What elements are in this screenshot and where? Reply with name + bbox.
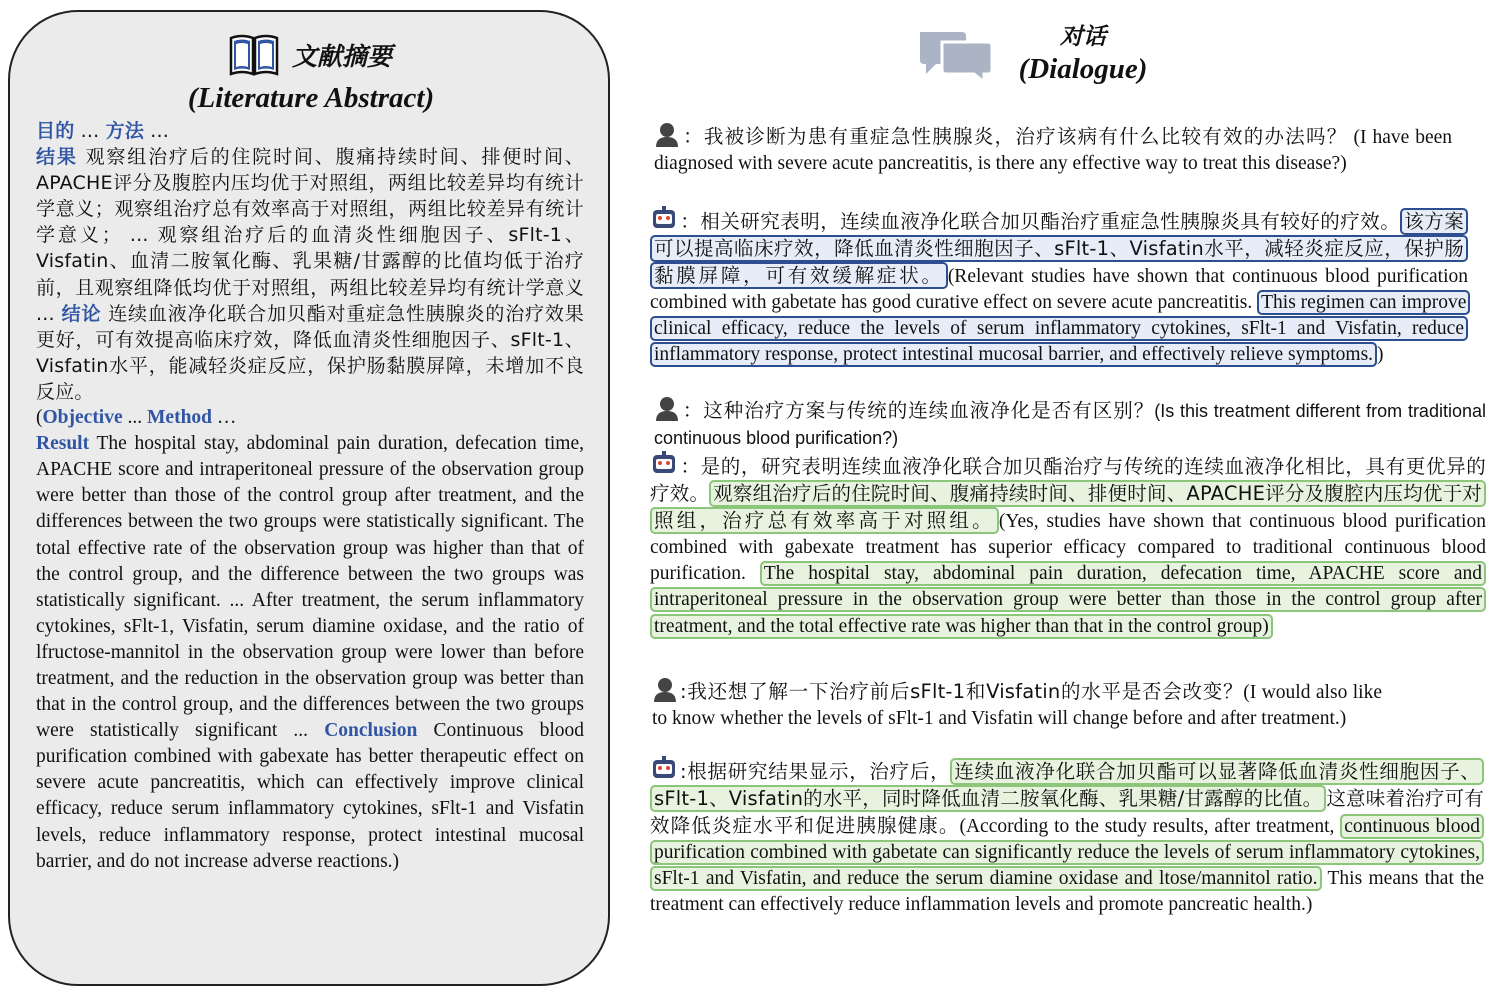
- result-text-en: The hospital stay, abdominal pain duration, defecation time, APACHE score and intraperitoneal pressure of the observation group were better than those of the control group after treatment, and the differences between the two groups were statistically significant. The total effective rate of the observation group was higher than that of the control group, and the difference between the two groups was statistically significant. ... After treatment, the serum inflammatory cytokines, sFlt-1, Visfatin, serum diamine oxidase, and the ratio of lfructose-mannitol in the observation group were lower than before treatment, and the reduction in the observation group was better than that in the control group, and the differences between the two groups were statistically significant ...: [36, 433, 584, 742]
- conclusion-label-en: Conclusion: [324, 720, 418, 742]
- abstract-title-en: (Literature Abstract): [187, 82, 435, 114]
- dialogue-title: [1008, 18, 1158, 86]
- result-label-cn: 结果: [36, 146, 78, 169]
- conclusion-text-cn: 连续血液净化联合加贝酯对重症急性胰腺炎的治疗效果更好，可有效提高临床疗效，降低血清炎性细胞因子、sFlt-1、Visfatin水平，能减轻炎症反应，保护肠黏膜屏障，未增加不良反应。: [36, 302, 584, 403]
- abstract-title-cn: 文献摘要: [292, 42, 393, 71]
- q3-en: (I would also like to know whether the levels of sFlt-1 and Visfatin will change before and after treatment.): [652, 682, 1382, 730]
- abstract-en: [36, 431, 584, 875]
- objective-label-cn: 目的: [36, 120, 75, 142]
- dialogue-turn-user-3: [652, 676, 1382, 732]
- dialogue-turn-user-1: [654, 121, 1452, 177]
- a3-cn: :根据研究结果显示，治疗后，: [680, 760, 951, 783]
- result-label-en: Result: [36, 433, 90, 455]
- dialogue-title-cn: 对话: [1060, 24, 1106, 50]
- a1-cn-highlight: 该方案可以提高临床疗效，降低血清炎性细胞因子、sFlt-1、Visfatin水平，减轻炎症反应，保护肠黏膜屏障，可有效缓解症状。: [650, 208, 1468, 289]
- paren-open: (: [36, 407, 43, 429]
- dialogue-title-en: (Dialogue): [1018, 53, 1148, 85]
- robot-icon: [650, 206, 678, 232]
- user-icon: [652, 676, 678, 702]
- objective-text-en: ...: [127, 407, 143, 429]
- open-book-icon: [228, 33, 280, 77]
- a3-en-highlight: continuous blood purification combined with gabetate can significantly reduce the levels of serum inflammatory cytokines, sFlt-1 and Visfatin, and reduce the serum diamine oxidase and ltose/mannitol ratio.: [650, 814, 1484, 891]
- abstract-title-row: [228, 32, 392, 78]
- user-icon: [654, 395, 680, 421]
- dialogue-turn-bot-3: [650, 756, 1484, 919]
- a2-en-highlight: The hospital stay, abdominal pain duration, defecation time, APACHE score and intraperitoneal pressure in the observation group were better than those in the control group after treatment, and the total effective rate was higher than that in the control group): [650, 561, 1486, 638]
- a1-cn: ：相关研究表明，连续血液净化联合加贝酯治疗重症急性胰腺炎具有较好的疗效。: [680, 210, 1401, 233]
- a3-cn-highlight: 连续血液净化联合加贝酯可以显著降低血清炎性细胞因子、sFlt-1、Visfatin的水平，同时降低血清二胺氧化酶、乳果糖/甘露醇的比值。: [650, 758, 1484, 812]
- abstract-body: [36, 118, 584, 875]
- a2-cn: ：是的，研究表明连续血液净化联合加贝酯治疗与传统的连续血液净化相比，具有更优异的疗效。: [650, 455, 1486, 506]
- literature-abstract-panel: [8, 10, 610, 986]
- a1-en-highlight: This regimen can improve clinical efficacy, reduce the levels of serum inflammatory cytokines, sFlt-1 and Visfatin, reduce inflammatory response, protect intestinal mucosal barrier, and effectively relieve symptoms.: [650, 290, 1470, 367]
- robot-icon: [650, 451, 678, 477]
- a3-en-2: This means that the treatment can effectively reduce inflammation levels and promote pancreatic health.): [650, 868, 1484, 916]
- chat-bubbles-icon: [916, 28, 996, 82]
- objective-label-en: Objective: [42, 407, 123, 429]
- method-text-cn: ...: [150, 120, 169, 142]
- q1-cn: ：我被诊断为患有重症急性胰腺炎，治疗该病有什么比较有效的办法吗？: [682, 125, 1348, 148]
- abstract-cn: [36, 118, 584, 405]
- abstract-en-head: [36, 405, 584, 431]
- objective-text-cn: ...: [80, 120, 100, 142]
- a3-en: (According to the study results, after treatment,: [959, 816, 1335, 838]
- dialogue-turn-user-2: [654, 395, 1486, 452]
- a1-close: ): [1377, 344, 1384, 366]
- user-icon: [654, 121, 680, 147]
- robot-icon: [650, 756, 678, 782]
- q3-cn: :我还想了解一下治疗前后sFlt-1和Visfatin的水平是否会改变？: [680, 680, 1244, 703]
- method-text-en: …: [216, 407, 237, 429]
- a2-cn-highlight: 观察组治疗后的住院时间、腹痛持续时间、排便时间、APACHE评分及腹腔内压均优于对照组，治疗总有效率高于对照组。: [650, 480, 1486, 534]
- method-label-en: Method: [147, 407, 213, 429]
- q2-cn: ：这种治疗方案与传统的连续血液净化是否有区别？: [682, 399, 1155, 422]
- conclusion-text-en: Continuous blood purification combined with gabexate has better therapeutic effect on severe acute pancreatitis, which can effectively improve clinical efficacy, reduce serum inflammatory cytokines, sFlt-1 and Visfatin levels, reduce inflammatory response, protect intestinal mucosal barrier, and do not increase adverse reactions.): [36, 720, 585, 872]
- result-text-cn: 观察组治疗后的住院时间、腹痛持续时间、排便时间、APACHE评分及腹腔内压均优于对照组，两组比较差异均有统计学意义；观察组治疗总有效率高于对照组，两组比较差异有统计学意义； ... 观察组治疗后的血清炎性细胞因子、sFlt-1、Visfatin、血清二胺氧化酶、乳果糖/甘露醇的比值均低于治疗前，且观察组降低均优于对照组，两组比较差异均有统计学意义 ...: [36, 146, 584, 325]
- a2-en: (Yes, studies have shown that continuous blood purification combined with gabexate treatment has superior efficacy compared to traditional continuous blood purification.: [650, 511, 1486, 585]
- dialogue-turn-bot-1: [650, 206, 1468, 369]
- method-label-cn: 方法: [105, 120, 145, 142]
- dialogue-turn-bot-2: [650, 451, 1486, 640]
- q1-en: (I have been diagnosed with severe acute pancreatitis, is there any effective way to treat this disease?): [654, 127, 1453, 175]
- q2-en: (Is this treatment different from traditional continuous blood purification?): [654, 401, 1486, 449]
- a1-en: (Relevant studies have shown that continuous blood purification combined with gabetate has good curative effect on severe acute pancreatitis.: [650, 266, 1468, 314]
- a3-cn-2: 这意味着治疗可有效降低炎症水平和促进胰腺健康。: [650, 787, 1485, 838]
- conclusion-label-cn: 结论: [61, 302, 102, 325]
